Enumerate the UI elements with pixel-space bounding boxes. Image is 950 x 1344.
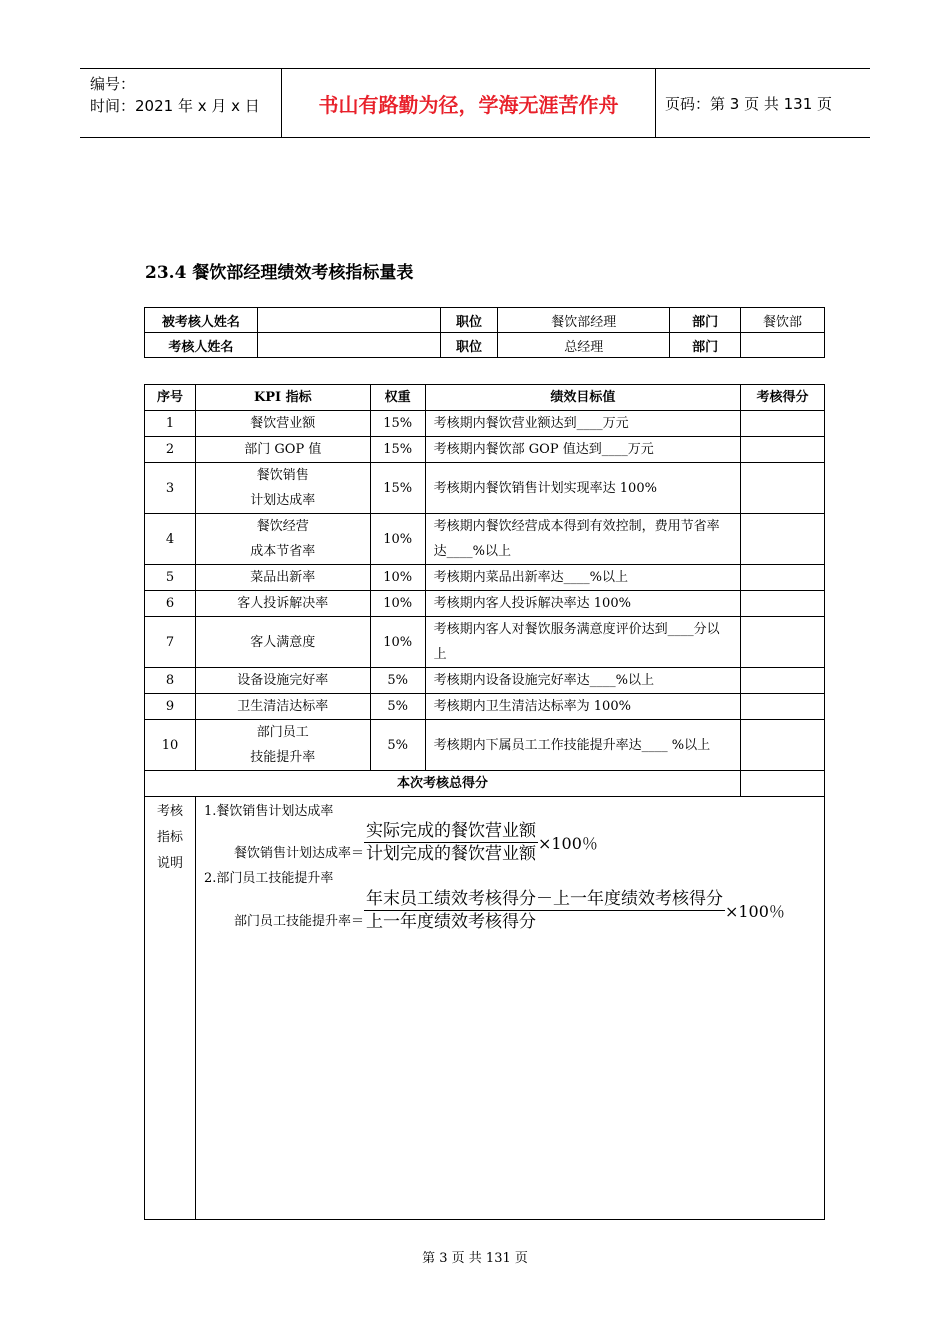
row-score	[741, 411, 825, 437]
kpi-name: 餐饮经营	[256, 519, 309, 534]
total-score-row	[145, 771, 825, 797]
info-table	[144, 307, 825, 358]
page-header	[80, 68, 870, 138]
row-goal: 考核期内卫生清洁达标率为 100%	[425, 694, 740, 720]
row-kpi	[195, 617, 370, 668]
doc-number-label: 编号：	[90, 75, 136, 93]
row-seq: 5	[145, 565, 196, 591]
row-goal: 考核期内餐饮营业额达到____万元	[425, 411, 740, 437]
evaluatee-dept-value: 餐饮部	[741, 308, 825, 333]
header-weight: 权重	[370, 385, 425, 411]
table-row	[145, 437, 825, 463]
kpi-name: 餐饮营业额	[250, 416, 316, 431]
kpi-name: 部门员工	[256, 725, 309, 740]
note-item2-title: 2.部门员工技能提升率	[203, 871, 334, 886]
evaluatee-dept-label: 部门	[670, 308, 741, 333]
formula-1-denominator: 计划完成的餐饮营业额	[365, 844, 536, 864]
header-motto: 书山有路勤为径，学海无涯苦作舟	[281, 69, 656, 137]
formula-1-fraction	[364, 820, 538, 865]
page-footer: 第 3 页 共 131 页	[422, 1251, 528, 1266]
table-row	[145, 514, 825, 565]
section-title: 23.4 餐饮部经理绩效考核指标量表	[145, 263, 414, 283]
row-weight: 15%	[370, 463, 425, 514]
row-seq: 7	[145, 617, 196, 668]
formula-2-lhs: 部门员工技能提升率＝	[233, 914, 364, 929]
row-kpi	[195, 565, 370, 591]
row-weight: 5%	[370, 694, 425, 720]
row-kpi	[195, 514, 370, 565]
notes-label-line2: 指标	[156, 830, 183, 845]
info-row-2	[145, 333, 825, 358]
row-score	[741, 591, 825, 617]
row-weight: 5%	[370, 720, 425, 771]
evaluator-position-value: 总经理	[498, 333, 670, 358]
formula-2-multiplier: ×100％	[724, 902, 785, 921]
row-kpi	[195, 411, 370, 437]
header-goal: 绩效目标值	[425, 385, 740, 411]
row-goal: 考核期内餐饮经营成本得到有效控制，费用节省率达____%以上	[425, 514, 740, 565]
header-page-label: 页码：第 3 页 共 131 页	[665, 94, 833, 113]
kpi-header-row	[145, 385, 825, 411]
kpi-name: 客人满意度	[250, 634, 316, 650]
notes-label	[145, 797, 196, 1220]
evaluatee-position-value: 餐饮部经理	[498, 308, 670, 333]
row-weight: 15%	[370, 411, 425, 437]
table-row	[145, 565, 825, 591]
row-seq: 1	[145, 411, 196, 437]
row-seq: 8	[145, 668, 196, 694]
row-seq: 9	[145, 694, 196, 720]
evaluator-dept-value	[741, 333, 825, 358]
evaluatee-position-label: 职位	[440, 308, 498, 333]
kpi-name: 设备设施完好率	[237, 673, 329, 688]
evaluator-name-value	[257, 333, 440, 358]
doc-time-label: 时间：2021 年 x 月 x 日	[90, 97, 260, 115]
formula-2-denominator: 上一年度绩效考核得分	[365, 912, 536, 932]
notes-label-line3: 说明	[156, 856, 183, 871]
notes-row	[145, 797, 825, 1220]
kpi-name-line2: 计划达成率	[250, 493, 316, 508]
header-left	[90, 73, 260, 117]
row-goal: 考核期内菜品出新率达____%以上	[425, 565, 740, 591]
row-weight: 15%	[370, 437, 425, 463]
row-score	[741, 720, 825, 771]
row-seq: 3	[145, 463, 196, 514]
table-row	[145, 668, 825, 694]
row-weight: 10%	[370, 617, 425, 668]
row-weight: 10%	[370, 591, 425, 617]
row-kpi	[195, 437, 370, 463]
row-kpi	[195, 694, 370, 720]
table-row	[145, 694, 825, 720]
kpi-name: 部门 GOP 值	[244, 442, 322, 457]
formula-1-numerator: 实际完成的餐饮营业额	[365, 821, 536, 841]
note-item1-title: 1.餐饮销售计划达成率	[203, 804, 334, 819]
kpi-name: 菜品出新率	[250, 570, 316, 585]
evaluator-position-label: 职位	[440, 333, 498, 358]
row-goal: 考核期内下属员工工作技能提升率达____ %以上	[425, 720, 740, 771]
formula-2-fraction	[364, 888, 725, 933]
formula-2-numerator: 年末员工绩效考核得分－上一年度绩效考核得分	[365, 889, 723, 909]
table-row	[145, 720, 825, 771]
kpi-table	[144, 384, 825, 1220]
header-seq: 序号	[145, 385, 196, 411]
kpi-name: 餐饮销售	[256, 468, 309, 483]
row-score	[741, 617, 825, 668]
formula-1-lhs: 餐饮销售计划达成率＝	[233, 846, 364, 861]
row-score	[741, 437, 825, 463]
notes-content	[195, 797, 824, 1220]
header-kpi: KPI 指标	[195, 385, 370, 411]
row-goal: 考核期内客人投诉解决率达 100%	[425, 591, 740, 617]
row-weight: 10%	[370, 565, 425, 591]
row-score	[741, 565, 825, 591]
row-goal: 考核期内设备设施完好率达____%以上	[425, 668, 740, 694]
notes-label-line1: 考核	[156, 804, 183, 819]
total-score-value	[741, 771, 825, 797]
row-kpi	[195, 668, 370, 694]
formula-2	[234, 888, 816, 933]
table-row	[145, 463, 825, 514]
row-seq: 10	[145, 720, 196, 771]
row-score	[741, 668, 825, 694]
table-row	[145, 617, 825, 668]
evaluator-name-label: 考核人姓名	[145, 333, 258, 358]
row-score	[741, 694, 825, 720]
row-kpi	[195, 720, 370, 771]
info-row-1	[145, 308, 825, 333]
row-kpi	[195, 591, 370, 617]
row-goal: 考核期内餐饮部 GOP 值达到____万元	[425, 437, 740, 463]
table-row	[145, 591, 825, 617]
row-seq: 4	[145, 514, 196, 565]
row-weight: 5%	[370, 668, 425, 694]
kpi-name-line2: 成本节省率	[250, 544, 316, 559]
formula-1-multiplier: ×100％	[537, 834, 598, 853]
kpi-name: 卫生清洁达标率	[237, 699, 329, 714]
row-kpi	[195, 463, 370, 514]
row-goal: 考核期内餐饮销售计划实现率达 100%	[425, 463, 740, 514]
evaluatee-name-label: 被考核人姓名	[145, 308, 258, 333]
formula-1	[234, 820, 816, 865]
kpi-name-line2: 技能提升率	[250, 750, 316, 765]
evaluatee-name-value	[257, 308, 440, 333]
row-seq: 6	[145, 591, 196, 617]
header-score: 考核得分	[741, 385, 825, 411]
evaluator-dept-label: 部门	[670, 333, 741, 358]
total-score-label: 本次考核总得分	[145, 771, 741, 797]
table-row	[145, 411, 825, 437]
row-score	[741, 463, 825, 514]
row-seq: 2	[145, 437, 196, 463]
row-score	[741, 514, 825, 565]
kpi-name: 客人投诉解决率	[237, 596, 329, 611]
row-weight: 10%	[370, 514, 425, 565]
row-goal: 考核期内客人对餐饮服务满意度评价达到____分以上	[425, 617, 740, 668]
